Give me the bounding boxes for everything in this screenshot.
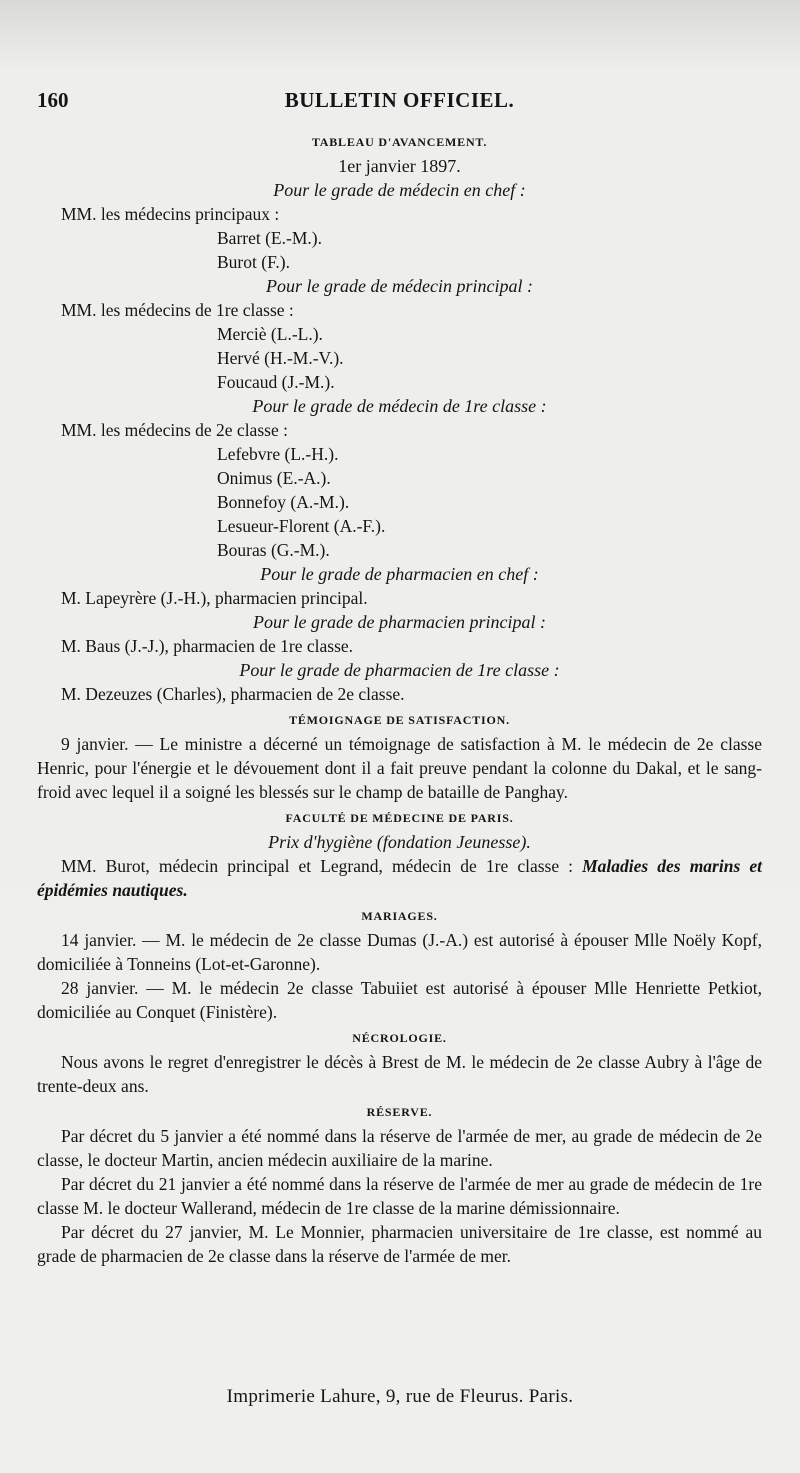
chef-name: Barret (E.-M.). bbox=[217, 228, 322, 248]
pharm-chef-line: M. Lapeyrère (J.-H.), pharmacien principal. bbox=[61, 588, 368, 608]
faculte-prize: Prix d'hygiène (fondation Jeunesse). bbox=[268, 832, 531, 852]
first-class-intro: MM. les médecins de 2e classe : bbox=[61, 420, 288, 440]
first-class-name: Lefebvre (L.-H.). bbox=[217, 444, 339, 464]
chef-title: Pour le grade de médecin en chef : bbox=[273, 180, 526, 200]
pharm-chef-title: Pour le grade de pharmacien en chef : bbox=[260, 564, 539, 584]
first-class-name: Bonnefoy (A.-M.). bbox=[217, 492, 350, 512]
first-class-title: Pour le grade de médecin de 1re classe : bbox=[252, 396, 547, 416]
pharm-first-title: Pour le grade de pharmacien de 1re classe : bbox=[239, 660, 560, 680]
section-title-tableau: TABLEAU D'AVANCEMENT. bbox=[311, 135, 488, 149]
faculte-text bbox=[37, 854, 762, 902]
mariage-entry: 14 janvier. — M. le médecin de 2e classe Dumas (J.-A.) est autorisé à épouser Mlle Noëly Kopf, domiciliée à Tonneins (Lot-et-Garonne). bbox=[37, 930, 762, 974]
mariage-entry: 28 janvier. — M. le médecin 2e classe Tabuiiet est autorisé à épouser Mlle Henriette Petkiot, domiciliée au Conquet (Finistère). bbox=[37, 978, 762, 1022]
first-class-name: Lesueur-Florent (A.-F.). bbox=[217, 516, 386, 536]
page-number: 160 bbox=[37, 88, 69, 112]
section-title-mariages: MARIAGES. bbox=[361, 909, 438, 923]
tableau-date: 1er janvier 1897. bbox=[338, 156, 461, 176]
temoignage-text: 9 janvier. — Le ministre a décerné un témoignage de satisfaction à M. le médecin de 2e classe Henric, pour l'énergie et le dévouement dont il a fait preuve pendant la colonne du Dakal, et le sang-froid avec lequel il a soigné les blessés sur le champ de bataille de Panghay. bbox=[37, 734, 762, 802]
imprint-footer: Imprimerie Lahure, 9, rue de Fleurus. Paris. bbox=[226, 1386, 574, 1407]
first-class-name: Onimus (E.-A.). bbox=[217, 468, 331, 488]
section-title-faculte: FACULTÉ DE MÉDECINE DE PARIS. bbox=[285, 811, 514, 825]
pharm-principal-line: M. Baus (J.-J.), pharmacien de 1re classe. bbox=[61, 636, 354, 656]
chef-name: Burot (F.). bbox=[217, 252, 290, 272]
page-body bbox=[37, 128, 762, 1268]
faculte-text-a: MM. Burot, médecin principal et Legrand, médecin de 1re classe : bbox=[61, 856, 583, 876]
pharm-first-line: M. Dezeuzes (Charles), pharmacien de 2e classe. bbox=[61, 684, 405, 704]
reserve-entry: Par décret du 27 janvier, M. Le Monnier, pharmacien universitaire de 1re classe, est nommé au grade de pharmacien de 2e classe dans la réserve de l'armée de mer. bbox=[37, 1222, 762, 1266]
principal-name: Hervé (H.-M.-V.). bbox=[217, 348, 344, 368]
running-title: BULLETIN OFFICIEL. bbox=[284, 88, 515, 112]
reserve-entry: Par décret du 21 janvier a été nommé dans la réserve de l'armée de mer au grade de médecin de 1re classe M. le docteur Wallerand, médecin de 1re classe de la marine démissionnaire. bbox=[37, 1174, 762, 1218]
first-class-name: Bouras (G.-M.). bbox=[217, 540, 330, 560]
principal-title: Pour le grade de médecin principal : bbox=[266, 276, 533, 296]
necrologie-text: Nous avons le regret d'enregistrer le décès à Brest de M. le médecin de 2e classe Aubry à l'âge de trente-deux ans. bbox=[37, 1052, 762, 1096]
pharm-principal-title: Pour le grade de pharmacien principal : bbox=[253, 612, 546, 632]
principal-name: Foucaud (J.-M.). bbox=[217, 372, 335, 392]
faculte-text-b: Maladies des marins et épidémies nautiques. bbox=[37, 856, 762, 900]
reserve-entry: Par décret du 5 janvier a été nommé dans la réserve de l'armée de mer, au grade de médecin de 2e classe, le docteur Martin, ancien médecin auxiliaire de la marine. bbox=[37, 1126, 762, 1170]
page-header bbox=[37, 88, 762, 116]
principal-intro: MM. les médecins de 1re classe : bbox=[61, 300, 294, 320]
chef-intro: MM. les médecins principaux : bbox=[61, 204, 280, 224]
section-title-temoignage: TÉMOIGNAGE DE SATISFACTION. bbox=[289, 713, 510, 727]
section-title-reserve: RÉSERVE. bbox=[366, 1105, 433, 1119]
section-title-necrologie: NÉCROLOGIE. bbox=[352, 1031, 447, 1045]
principal-name: Merciè (L.-L.). bbox=[217, 324, 323, 344]
